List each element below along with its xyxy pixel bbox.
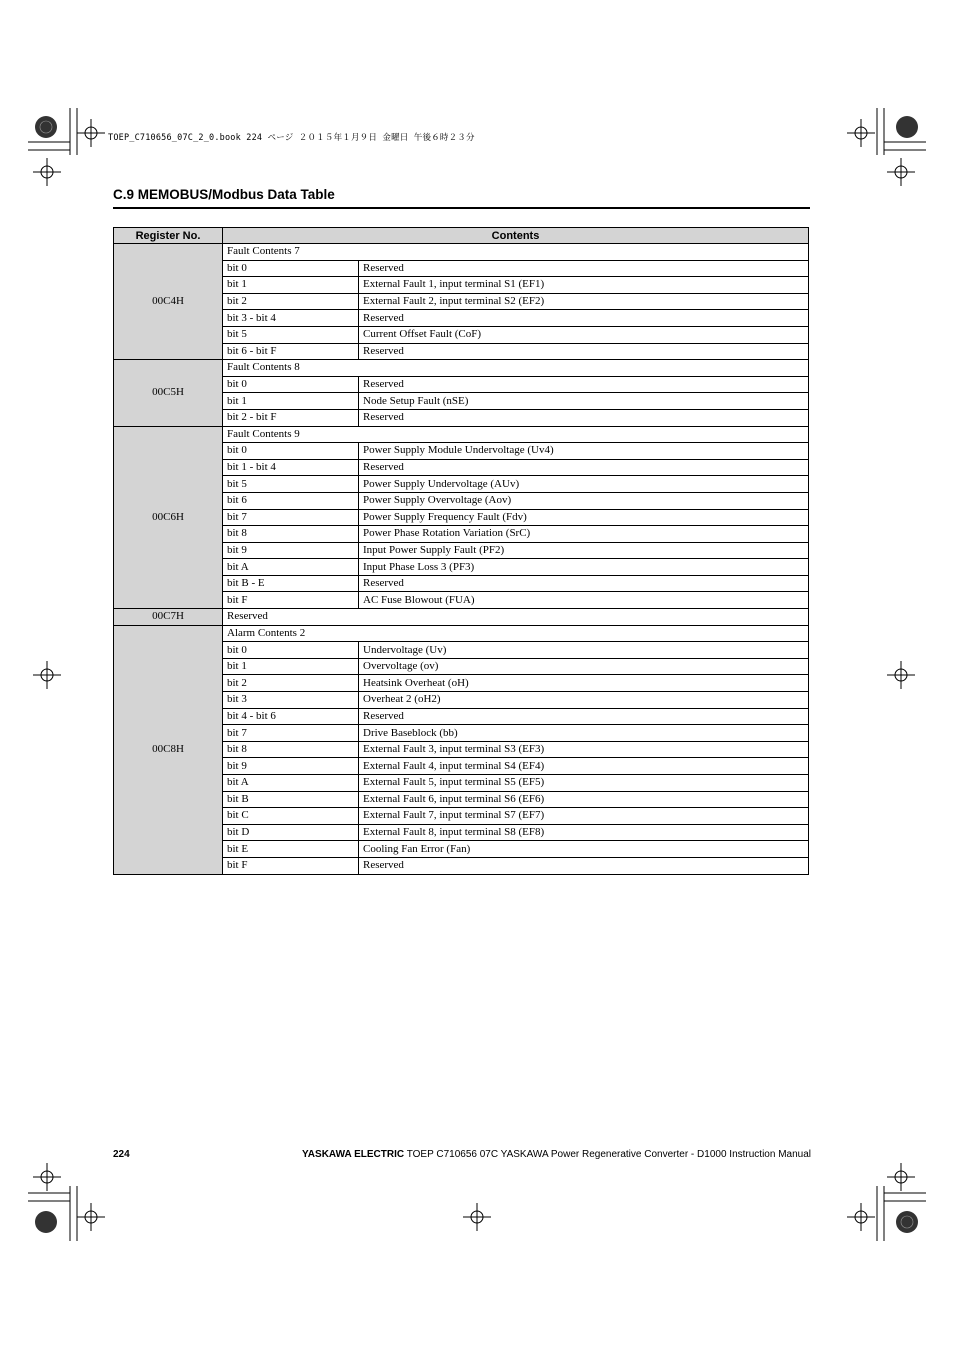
bit-cell: bit 6 - bit F — [223, 343, 359, 360]
description-cell: External Fault 4, input terminal S4 (EF4) — [359, 758, 809, 775]
description-cell: Power Supply Module Undervoltage (Uv4) — [359, 443, 809, 460]
bit-cell: bit 8 — [223, 526, 359, 543]
bit-cell: bit 7 — [223, 725, 359, 742]
description-cell: Heatsink Overheat (oH) — [359, 675, 809, 692]
memobus-data-table — [113, 227, 809, 875]
description-cell: Reserved — [359, 376, 809, 393]
bit-cell: bit 2 - bit F — [223, 409, 359, 426]
description-cell: Power Phase Rotation Variation (SrC) — [359, 526, 809, 543]
table-body — [114, 244, 809, 875]
bit-cell: bit E — [223, 841, 359, 858]
bit-cell: bit 6 — [223, 492, 359, 509]
description-cell: External Fault 6, input terminal S6 (EF6) — [359, 791, 809, 808]
description-cell: Power Supply Undervoltage (AUv) — [359, 476, 809, 493]
bit-cell: bit 5 — [223, 326, 359, 343]
bit-cell: bit A — [223, 559, 359, 576]
bit-cell: bit F — [223, 857, 359, 874]
section-title: C.9 MEMOBUS/Modbus Data Table — [113, 187, 335, 202]
register-number-cell: 00C8H — [114, 625, 223, 874]
table-header-row — [114, 228, 809, 244]
description-cell: Reserved — [359, 857, 809, 874]
bit-cell: bit 7 — [223, 509, 359, 526]
description-cell: Reserved — [359, 409, 809, 426]
header-contents: Contents — [223, 228, 809, 244]
description-cell: Node Setup Fault (nSE) — [359, 393, 809, 410]
footer-manual-title — [302, 1149, 811, 1160]
register-number-cell: 00C4H — [114, 244, 223, 360]
bit-cell: bit 3 - bit 4 — [223, 310, 359, 327]
bit-cell: bit 9 — [223, 758, 359, 775]
table-row — [114, 360, 809, 377]
bit-cell: bit 1 — [223, 393, 359, 410]
bit-cell: bit 0 — [223, 260, 359, 277]
register-number-cell: 00C6H — [114, 426, 223, 609]
description-cell: External Fault 1, input terminal S1 (EF1) — [359, 277, 809, 294]
bit-cell: bit A — [223, 775, 359, 792]
table-row — [114, 609, 809, 626]
bit-cell: bit 2 — [223, 675, 359, 692]
table-row — [114, 426, 809, 443]
description-cell: Undervoltage (Uv) — [359, 642, 809, 659]
description-cell: Power Supply Frequency Fault (Fdv) — [359, 509, 809, 526]
description-cell: External Fault 8, input terminal S8 (EF8) — [359, 824, 809, 841]
footer-title-text: TOEP C710656 07C YASKAWA Power Regenerative Converter - D1000 Instruction Manual — [404, 1149, 811, 1160]
bit-cell: bit 2 — [223, 293, 359, 310]
page-number: 224 — [113, 1149, 130, 1160]
bit-cell: bit 1 — [223, 277, 359, 294]
contents-title-cell: Alarm Contents 2 — [223, 625, 809, 642]
bit-cell: bit 0 — [223, 443, 359, 460]
bit-cell: bit 9 — [223, 542, 359, 559]
description-cell: External Fault 7, input terminal S7 (EF7) — [359, 808, 809, 825]
contents-title-cell: Fault Contents 7 — [223, 244, 809, 261]
header-register-no: Register No. — [114, 228, 223, 244]
register-number-cell: 00C5H — [114, 360, 223, 426]
contents-title-cell: Reserved — [223, 609, 809, 626]
description-cell: Current Offset Fault (CoF) — [359, 326, 809, 343]
description-cell: External Fault 2, input terminal S2 (EF2) — [359, 293, 809, 310]
description-cell: External Fault 3, input terminal S3 (EF3) — [359, 741, 809, 758]
bit-cell: bit 4 - bit 6 — [223, 708, 359, 725]
description-cell: Input Phase Loss 3 (PF3) — [359, 559, 809, 576]
bit-cell: bit 0 — [223, 642, 359, 659]
description-cell: Cooling Fan Error (Fan) — [359, 841, 809, 858]
description-cell: Reserved — [359, 459, 809, 476]
bit-cell: bit 5 — [223, 476, 359, 493]
description-cell: Reserved — [359, 310, 809, 327]
description-cell: Reserved — [359, 708, 809, 725]
description-cell: Reserved — [359, 343, 809, 360]
bit-cell: bit C — [223, 808, 359, 825]
contents-title-cell: Fault Contents 8 — [223, 360, 809, 377]
description-cell: Reserved — [359, 575, 809, 592]
description-cell: Drive Baseblock (bb) — [359, 725, 809, 742]
bit-cell: bit D — [223, 824, 359, 841]
bit-cell: bit B — [223, 791, 359, 808]
description-cell: Overheat 2 (oH2) — [359, 692, 809, 709]
footer-brand: YASKAWA ELECTRIC — [302, 1149, 405, 1160]
table-row — [114, 244, 809, 261]
contents-title-cell: Fault Contents 9 — [223, 426, 809, 443]
bit-cell: bit 1 — [223, 658, 359, 675]
description-cell: Power Supply Overvoltage (Aov) — [359, 492, 809, 509]
bit-cell: bit 3 — [223, 692, 359, 709]
description-cell: Input Power Supply Fault (PF2) — [359, 542, 809, 559]
table-row — [114, 625, 809, 642]
bit-cell: bit F — [223, 592, 359, 609]
print-slug-line: TOEP_C710656_07C_2_0.book 224 ページ ２０１５年１月９日 金曜日 午後６時２３分 — [108, 133, 475, 143]
description-cell: Reserved — [359, 260, 809, 277]
title-rule — [113, 207, 810, 209]
description-cell: AC Fuse Blowout (FUA) — [359, 592, 809, 609]
register-number-cell: 00C7H — [114, 609, 223, 626]
bit-cell: bit 8 — [223, 741, 359, 758]
description-cell: External Fault 5, input terminal S5 (EF5) — [359, 775, 809, 792]
description-cell: Overvoltage (ov) — [359, 658, 809, 675]
bit-cell: bit 0 — [223, 376, 359, 393]
bit-cell: bit 1 - bit 4 — [223, 459, 359, 476]
bit-cell: bit B - E — [223, 575, 359, 592]
